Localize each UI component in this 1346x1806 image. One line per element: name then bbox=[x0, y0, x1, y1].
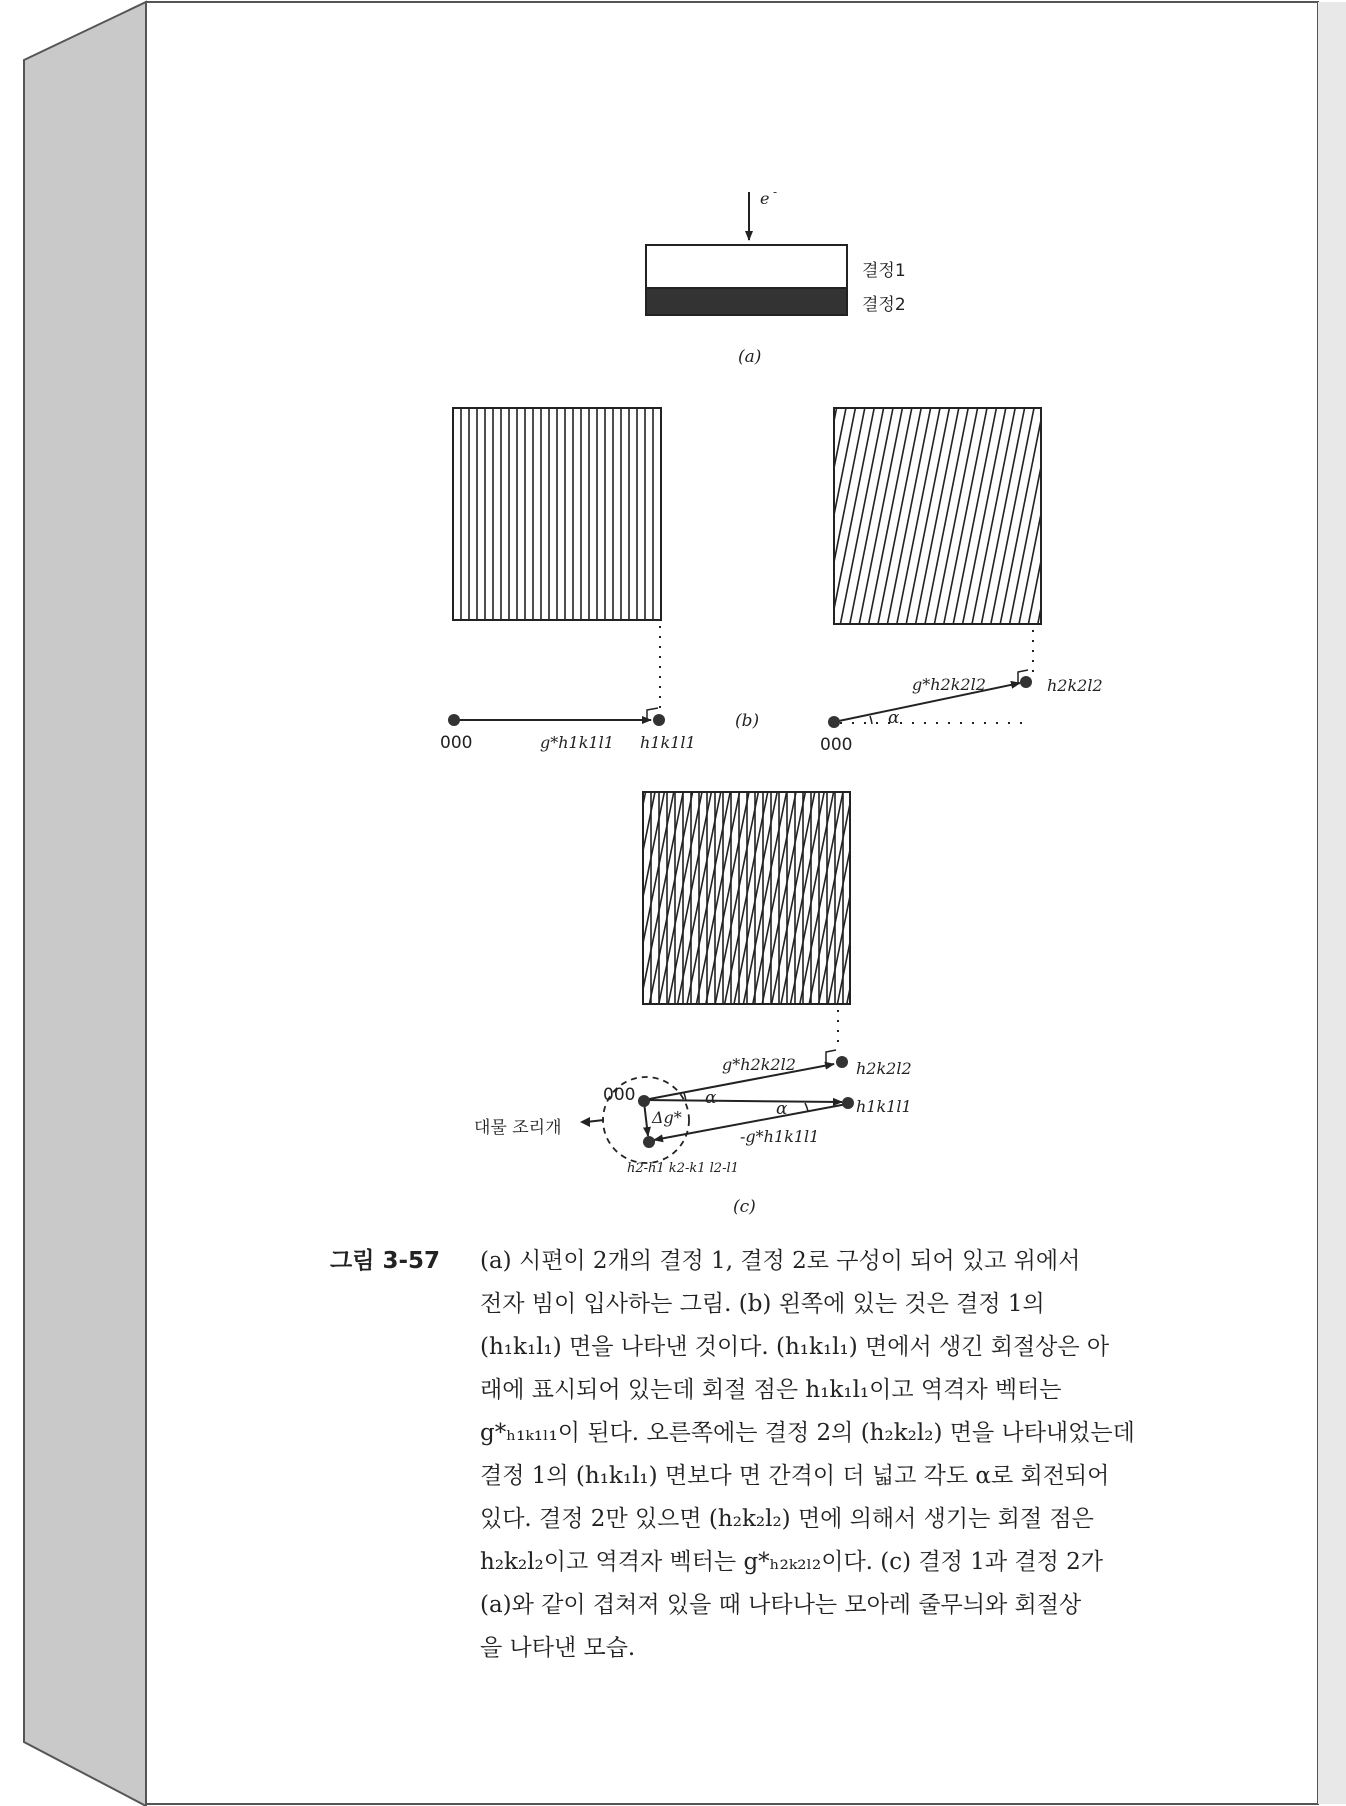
caption-line: h₂k₂l₂이고 역격자 벡터는 g*ₕ₂ₖ₂ₗ₂이다. (c) 결정 1과 결정 2가 bbox=[480, 1549, 1103, 1575]
caption-line: 래에 표시되어 있는데 회절 점은 h₁k₁l₁이고 역격자 벡터는 bbox=[480, 1377, 1062, 1403]
point-h1k1l1-left bbox=[653, 714, 665, 726]
caption-line: 을 나타낸 모습. bbox=[480, 1635, 636, 1661]
caption-line: (a) 시편이 2개의 결정 1, 결정 2로 구성이 되어 있고 위에서 bbox=[480, 1248, 1081, 1274]
electron-sup: - bbox=[773, 185, 778, 199]
angle-label-c2: α bbox=[776, 1099, 788, 1119]
origin-point-right bbox=[828, 716, 840, 728]
caption-body bbox=[480, 1240, 1215, 1670]
delta-g-label: Δg* bbox=[652, 1108, 682, 1127]
origin-point-c bbox=[638, 1095, 650, 1107]
point-h2k2l2-label: h2k2l2 bbox=[1047, 676, 1103, 695]
point-h1k1l1-label-c: h1k1l1 bbox=[856, 1097, 912, 1116]
point-h1k1l1-label: h1k1l1 bbox=[640, 733, 696, 752]
figure-number: 그림 3-57 bbox=[330, 1248, 440, 1274]
point-h2k2l2-label-c: h2k2l2 bbox=[856, 1059, 912, 1078]
point-difference-c bbox=[643, 1136, 655, 1148]
origin-point-left bbox=[448, 714, 460, 726]
caption-line: 결정 1의 (h₁k₁l₁) 면보다 면 간격이 더 넓고 각도 α로 회전되어 bbox=[480, 1463, 1110, 1489]
caption-line: 전자 빔이 입사하는 그림. (b) 왼쪽에 있는 것은 결정 1의 bbox=[480, 1291, 1045, 1317]
caption-line: (h₁k₁l₁) 면을 나타낸 것이다. (h₁k₁l₁) 면에서 생긴 회절상은 아 bbox=[480, 1334, 1110, 1360]
crystal1-planes bbox=[445, 406, 669, 622]
caption-line: (a)와 같이 겹쳐져 있을 때 나타나는 모아레 줄무늬와 회절상 bbox=[480, 1592, 1082, 1618]
panel-b-caption: (b) bbox=[735, 711, 760, 731]
point-h1k1l1-c bbox=[842, 1097, 854, 1109]
crystal1-label: 결정1 bbox=[862, 261, 906, 281]
crystal2-layer bbox=[646, 288, 847, 315]
vector-g1-label: g*h1k1l1 bbox=[540, 733, 614, 752]
electron-label: e bbox=[760, 189, 770, 208]
origin-label-right: 000 bbox=[820, 735, 853, 755]
vector-g2-label: g*h2k2l2 bbox=[912, 675, 986, 694]
crystal2-label: 결정2 bbox=[862, 295, 906, 315]
angle-label-c1: α bbox=[705, 1088, 717, 1108]
caption-line: 있다. 결정 2만 있으면 (h₂k₂l₂) 면에 의해서 생기는 회절 점은 bbox=[480, 1506, 1094, 1532]
caption-line: g*ₕ₁ₖ₁ₗ₁이 된다. 오른쪽에는 결정 2의 (h₂k₂l₂) 면을 나타내었는데 bbox=[480, 1420, 1135, 1446]
point-h2k2l2-c bbox=[836, 1056, 848, 1068]
panel-c-caption: (c) bbox=[733, 1197, 756, 1217]
aperture-label: 대물 조리개 bbox=[474, 1118, 562, 1138]
point-difference-label-c: h2-h1 k2-k1 l2-l1 bbox=[627, 1161, 739, 1176]
point-h2k2l2-right bbox=[1020, 676, 1032, 688]
origin-label-c: 000 bbox=[603, 1085, 636, 1105]
angle-label-b: α bbox=[888, 708, 900, 728]
origin-label-left: 000 bbox=[440, 733, 473, 753]
vector-g2-label-c: g*h2k2l2 bbox=[722, 1055, 796, 1074]
crystal1-layer bbox=[646, 245, 847, 288]
vector-neg-g1-label-c: -g*h1k1l1 bbox=[740, 1127, 820, 1146]
panel-a-caption: (a) bbox=[738, 347, 762, 367]
